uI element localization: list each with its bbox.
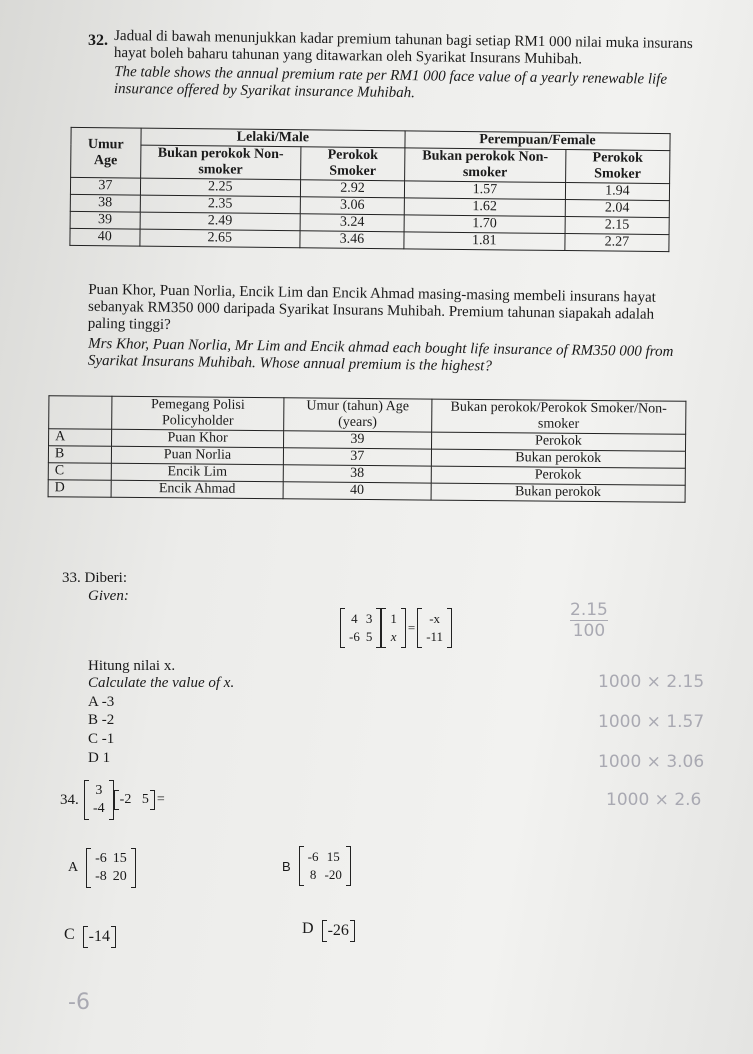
cell: Encik Ahmad: [111, 480, 283, 499]
handwriting-line: 1000 × 2.6: [606, 790, 702, 810]
handwriting-numerator: 2.15: [570, 600, 608, 620]
header-holder: Pemegang Polisi Policyholder: [112, 396, 284, 431]
entry: -11: [426, 629, 444, 644]
cell: 1.62: [404, 198, 565, 217]
q33-option-a[interactable]: A -3: [88, 694, 115, 710]
entry: 1: [390, 611, 397, 626]
option-letter: B: [282, 858, 291, 874]
entry: 4: [351, 611, 358, 626]
header-male-smoker: Perokok Smoker: [301, 147, 405, 181]
cell: Perokok: [431, 466, 685, 485]
entry: -6: [349, 629, 360, 644]
cell: 39: [284, 431, 432, 449]
option-letter: C: [64, 926, 75, 943]
cell: 2.92: [300, 180, 404, 198]
cell: 2.49: [140, 212, 300, 231]
q32-english-intro: The table shows the annual premium rate per RM1 000 face value of a yearly renewable life insurance offered by Syarikat insurance Muhibah.: [113, 63, 668, 102]
q34-option-c[interactable]: [64, 926, 116, 948]
option-letter: A: [49, 429, 112, 447]
matrix: -14: [83, 926, 116, 948]
handwriting-line: -6: [68, 990, 90, 1015]
cell: Bukan perokok: [431, 483, 685, 502]
equals: =: [407, 620, 416, 635]
cell: Perokok: [431, 432, 685, 451]
entry: 3: [365, 611, 373, 626]
q33-equation: [340, 608, 452, 648]
entry: -4: [93, 801, 105, 816]
handwriting-line: 1000 × 3.06: [598, 752, 705, 772]
entry: 15: [112, 851, 127, 866]
q32-number: 32.: [88, 32, 108, 49]
entry: -20: [324, 867, 342, 882]
q34-option-b[interactable]: [282, 846, 351, 886]
option-letter: D: [48, 480, 111, 498]
entry: 8: [309, 867, 317, 882]
cell: 38: [70, 194, 140, 212]
cell: 1.57: [404, 181, 565, 200]
cell: Puan Khor: [112, 429, 284, 448]
handwriting-denominator: 100: [572, 621, 606, 641]
q33-malay: Hitung nilai x.: [88, 658, 176, 674]
option-letter: D: [302, 920, 314, 937]
cell: 2.27: [565, 234, 669, 252]
matrix: [84, 780, 114, 820]
cell: 3.46: [300, 231, 404, 249]
q34-option-a[interactable]: [68, 848, 136, 888]
cell: 2.04: [565, 200, 669, 218]
cell: 39: [70, 211, 140, 229]
q33-english: Calculate the value of x.: [88, 675, 235, 691]
q32-malay-intro: Jadual di bawah menunjukkan kadar premium tahunan bagi setiap RM1 000 nilai muka insurans hayat boleh baharu tahunan yang ditawarkan oleh Syarikat Insurans Muhibah.: [113, 27, 693, 68]
q32-malay-question: Puan Khor, Puan Norlia, Encik Lim dan Encik Ahmad masing-masing membeli insurans hayat sebanyak RM350 000 daripada Syarikat Insurans Muhibah. Premium tahunan siapakah adalah paling tinggi?: [87, 281, 656, 333]
header-female: Perempuan/Female: [405, 131, 670, 151]
cell: Encik Lim: [111, 463, 283, 482]
header-female-nonsmoker: Bukan perokok Non-smoker: [405, 148, 566, 183]
row-matrix: -2 5: [114, 790, 155, 810]
cell: 2.65: [140, 229, 300, 248]
cell: Puan Norlia: [111, 446, 283, 465]
rate-table: [69, 127, 670, 252]
cell: 38: [283, 465, 431, 483]
entry: -6: [95, 851, 107, 866]
handwritten-fraction: [570, 600, 608, 641]
cell: 1.70: [404, 215, 565, 234]
header-female-smoker: Perokok Smoker: [565, 150, 670, 184]
entry: 20: [112, 869, 127, 884]
cell: 3.06: [300, 197, 404, 215]
matrix: [381, 608, 406, 648]
q34-expression: [84, 780, 165, 820]
header-male-nonsmoker: Bukan perokok Non-smoker: [140, 145, 301, 180]
matrix: -26: [322, 920, 355, 942]
cell: 2.25: [140, 178, 300, 197]
cell: 1.81: [404, 232, 565, 251]
handwriting-line: 1000 × 2.15: [598, 672, 705, 692]
q33-option-b[interactable]: B -2: [88, 712, 115, 728]
entry: 15: [326, 849, 340, 864]
option-letter: C: [48, 463, 111, 481]
entry: -x: [429, 611, 441, 626]
cell: 40: [283, 482, 431, 500]
handwriting-line: 1000 × 1.57: [598, 712, 705, 732]
entry: -6: [307, 849, 319, 864]
entry: 5: [365, 629, 373, 644]
header-smoker: Bukan perokok/Perokok Smoker/Non-smoker: [431, 399, 686, 434]
cell: 37: [70, 177, 140, 195]
header-age: Umur (tahun) Age (years): [284, 398, 432, 432]
q33-given: Given:: [88, 588, 129, 604]
cell: 40: [70, 228, 140, 246]
entry: x: [390, 629, 397, 644]
entry: -8: [95, 869, 107, 884]
entry: 3: [95, 783, 103, 798]
equals: =: [156, 792, 165, 807]
q33-option-c[interactable]: C -1: [88, 731, 115, 747]
q34-number: 34.: [60, 792, 79, 808]
matrix: [417, 608, 452, 648]
cell: Bukan perokok: [431, 449, 685, 468]
header-age: Umur Age: [71, 127, 141, 178]
option-letter: B: [48, 446, 111, 464]
cell: 2.15: [565, 217, 669, 235]
q34-option-d[interactable]: [302, 920, 355, 942]
matrix: [340, 608, 381, 648]
cell: 1.94: [565, 183, 669, 201]
header-male: Lelaki/Male: [141, 128, 405, 148]
options-table: [48, 395, 687, 503]
cell: 2.35: [140, 195, 300, 214]
q32-english-question: Mrs Khor, Puan Norlia, Mr Lim and Encik ahmad each bought life insurance of RM350 000 from Syarikat Insurans Muhibah. Whose annual premium is the highest?: [87, 335, 674, 375]
cell: 37: [283, 448, 431, 466]
matrix: [86, 848, 136, 888]
cell: 3.24: [300, 214, 404, 232]
q33-number: 33. Diberi:: [62, 570, 127, 586]
option-letter: A: [68, 860, 79, 875]
matrix: [299, 846, 351, 886]
q33-option-d[interactable]: D 1: [88, 750, 111, 766]
